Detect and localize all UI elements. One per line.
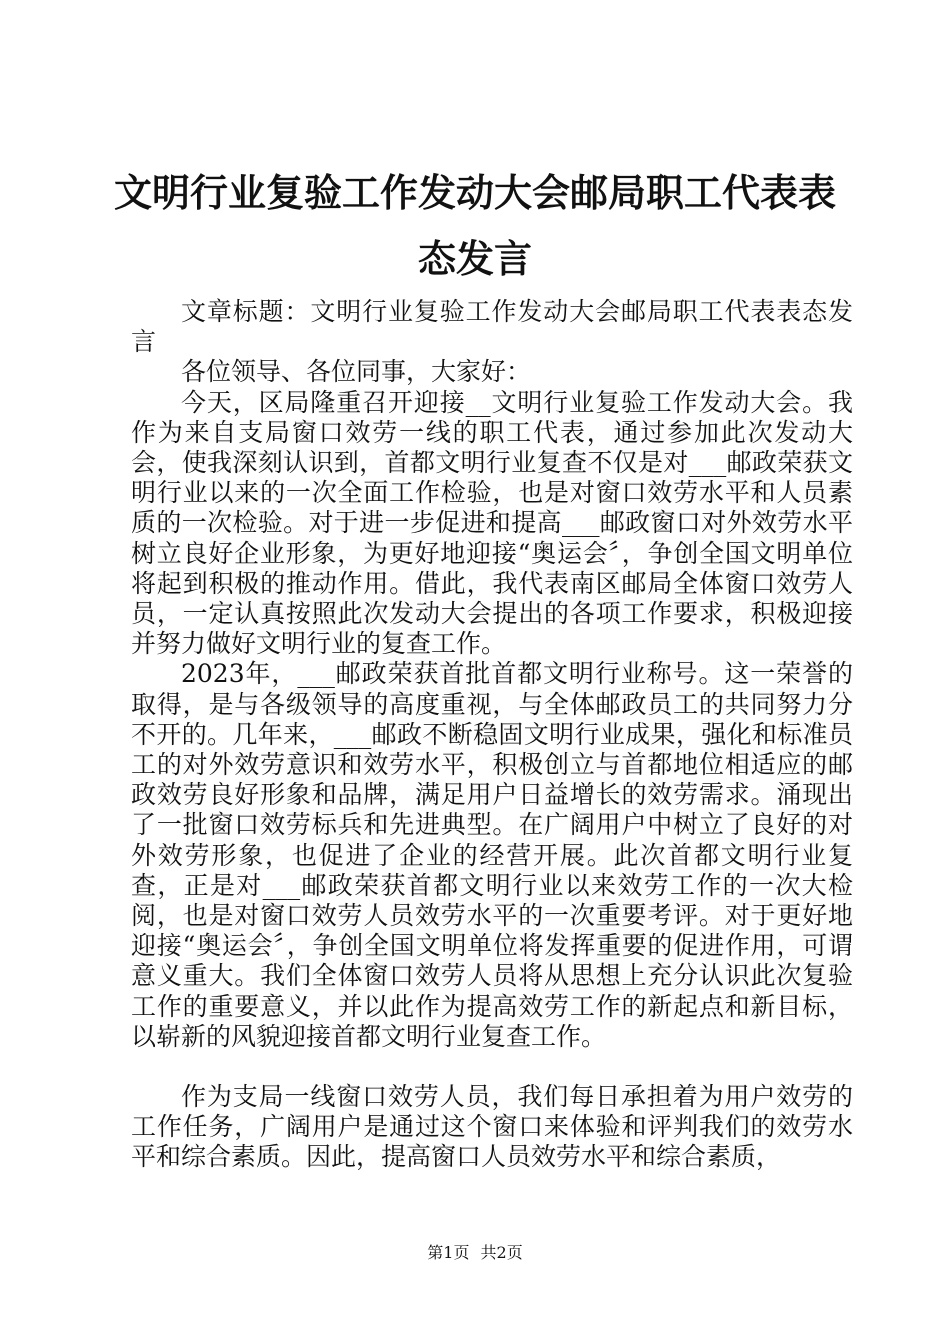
- page-total: 共2页: [480, 1243, 523, 1262]
- paragraph-3: 作为支局一线窗口效劳人员，我们每日承担着为用户效劳的工作任务，广阔用户是通过这个窗口来体验和评判我们的效劳水平和综合素质。因此，提高窗口人员效劳水平和综合素质，: [131, 1082, 853, 1172]
- page-number: 第1页: [427, 1243, 470, 1262]
- paragraph-1: 今天，区局隆重召开迎接__文明行业复验工作发动大会。我作为来自支局窗口效劳一线的职工代表，通过参加此次发动大会，使我深刻认识到，首都文明行业复查不仅是对___邮政荣获文明行业以来的一次全面工作检验，也是对窗口效劳水平和人员素质的一次检验。对于进一步促进和提高___邮政窗口对外效劳水平树立良好企业形象，为更好地迎接“奥运会〞，争创全国文明单位将起到积极的推动作用。借此，我代表南区邮局全体窗口效劳人员，一定认真按照此次发动大会提出的各项工作要求，积极迎接并努力做好文明行业的复查工作。: [131, 387, 853, 659]
- page-footer: [0, 1240, 950, 1263]
- paragraph-2: 2023年，___邮政荣获首批首都文明行业称号。这一荣誉的取得，是与各级领导的高度重视，与全体邮政员工的共同努力分不开的。几年来，___邮政不断稳固文明行业成果，强化和标准员工的对外效劳意识和效劳水平，积极创立与首都地位相适应的邮政效劳良好形象和品牌，满足用户日益增长的效劳需求。涌现出了一批窗口效劳标兵和先进典型。在广阔用户中树立了良好的对外效劳形象，也促进了企业的经营开展。此次首都文明行业复查，正是对___邮政荣获首都文明行业以来效劳工作的一次大检阅，也是对窗口效劳人员效劳水平的一次重要考评。对于更好地迎接“奥运会〞，争创全国文明单位将发挥重要的促进作用，可谓意义重大。我们全体窗口效劳人员将从思想上充分认识此次复验工作的重要意义，并以此作为提高效劳工作的新起点和新目标，以崭新的风貌迎接首都文明行业复查工作。: [131, 659, 853, 1051]
- paragraph-greeting: 各位领导、各位同事，大家好：: [181, 357, 532, 387]
- document-title: 文明行业复验工作发动大会邮局职工代表表态发言: [113, 170, 836, 281]
- paragraph-article-title: 文章标题：文明行业复验工作发动大会邮局职工代表表态发言: [131, 297, 853, 357]
- document-body: [131, 297, 853, 1173]
